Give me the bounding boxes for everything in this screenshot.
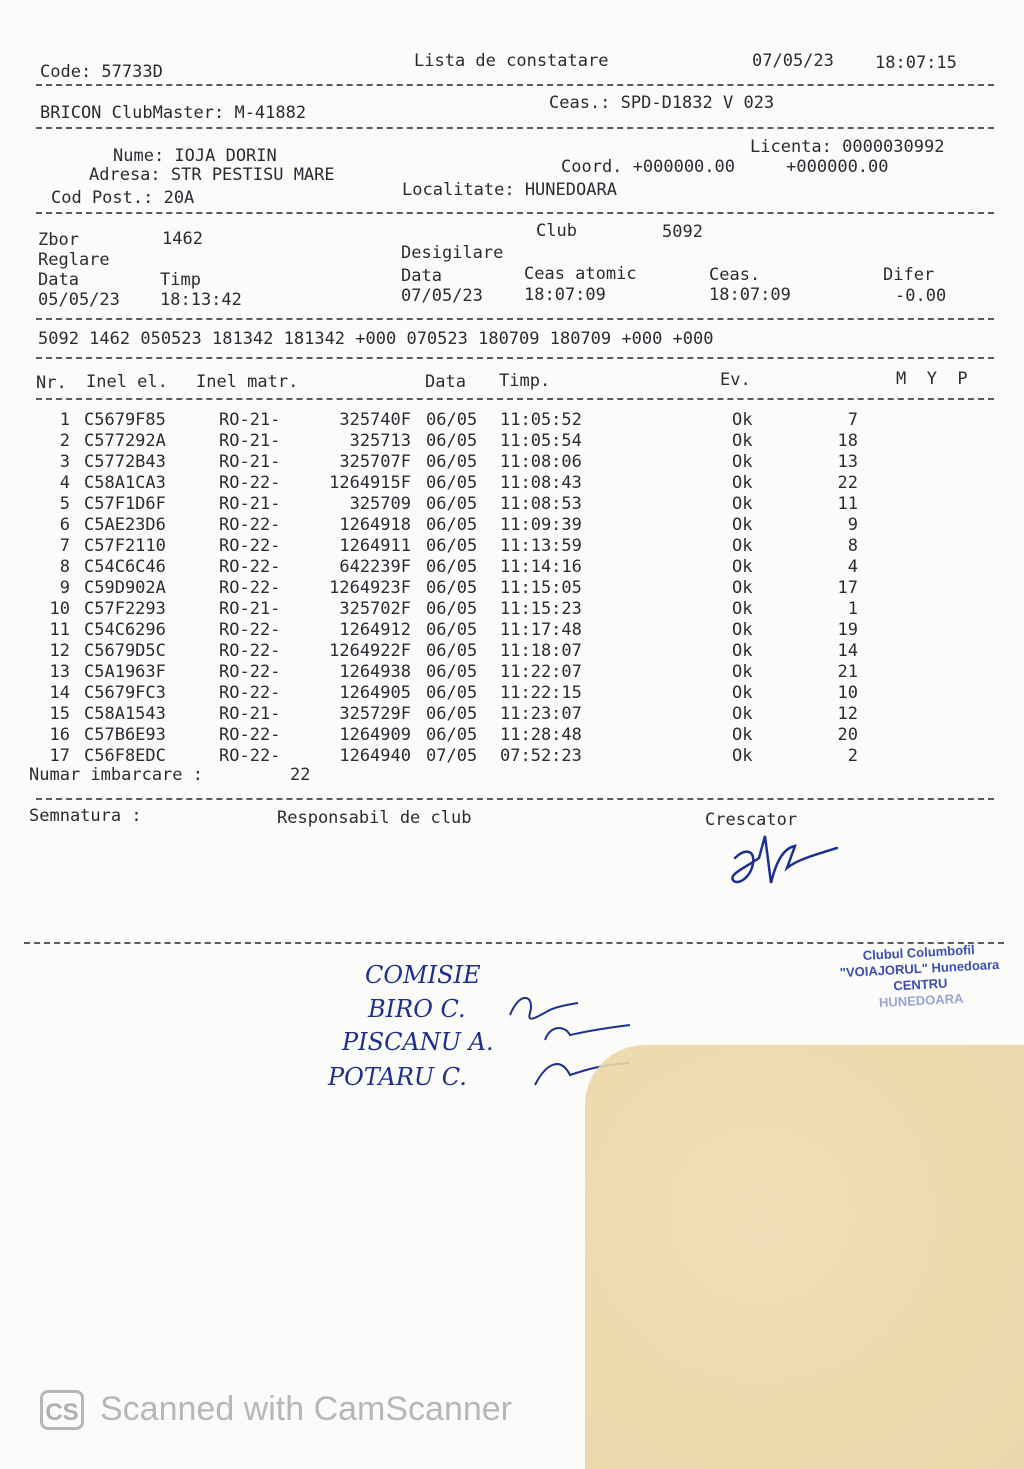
row-event: Ok bbox=[732, 494, 753, 514]
row-time: 11:22:07 bbox=[500, 662, 582, 682]
row-number: 5 bbox=[59, 494, 70, 514]
row-time: 11:13:59 bbox=[500, 536, 582, 556]
coordinates: Coord. +000000.00 +000000.00 bbox=[561, 157, 889, 177]
row-date: 06/05 bbox=[426, 473, 478, 493]
setting-date: 05/05/23 bbox=[38, 290, 120, 310]
row-ring-prefix: RO-21- bbox=[219, 431, 281, 451]
row-value: 13 bbox=[837, 452, 858, 472]
stamp-line: Clubul Columbofil bbox=[862, 942, 975, 963]
row-event: Ok bbox=[732, 662, 753, 682]
row-ring-electronic: C57F2110 bbox=[84, 536, 166, 556]
col-date: Data bbox=[425, 372, 466, 392]
setting-time: 18:13:42 bbox=[160, 290, 242, 310]
row-event: Ok bbox=[732, 410, 753, 430]
row-ring-number: 1264923F bbox=[329, 578, 411, 598]
row-ring-number: 1264905 bbox=[339, 683, 411, 703]
col-nr: Nr. bbox=[36, 373, 67, 393]
row-ring-electronic: C5679F85 bbox=[84, 410, 166, 430]
row-ring-prefix: RO-21- bbox=[219, 599, 281, 619]
code-label: Code: 57733D bbox=[40, 62, 163, 82]
row-ring-electronic: C577292A bbox=[84, 431, 166, 451]
row-ring-electronic: C5679D5C bbox=[84, 641, 166, 661]
row-date: 06/05 bbox=[426, 704, 478, 724]
row-number: 13 bbox=[49, 662, 70, 682]
license: Licenta: 0000030992 bbox=[750, 137, 945, 157]
row-number: 14 bbox=[49, 683, 70, 703]
row-ring-number: 325740F bbox=[339, 410, 411, 430]
row-ring-number: 1264909 bbox=[339, 725, 411, 745]
row-time: 11:15:05 bbox=[500, 578, 582, 598]
row-value: 21 bbox=[837, 662, 858, 682]
row-value: 18 bbox=[837, 431, 858, 451]
club-master: BRICON ClubMaster: M-41882 bbox=[40, 103, 307, 123]
club-label: Club bbox=[536, 221, 577, 241]
row-ring-number: 1264922F bbox=[329, 641, 411, 661]
row-ring-electronic: C5679FC3 bbox=[84, 683, 166, 703]
col-ring-number: Inel matr. bbox=[196, 372, 299, 392]
col-myp: M Y P bbox=[896, 369, 968, 389]
row-number: 1 bbox=[59, 410, 70, 430]
row-date: 06/05 bbox=[426, 452, 478, 472]
row-ring-prefix: RO-22- bbox=[219, 557, 281, 577]
row-number: 4 bbox=[59, 473, 70, 493]
locality: Localitate: HUNEDOARA bbox=[402, 180, 617, 200]
unsealing-date: 07/05/23 bbox=[401, 286, 483, 306]
row-time: 11:08:43 bbox=[500, 473, 582, 493]
stamp-line: CENTRU bbox=[892, 975, 948, 994]
row-date: 06/05 bbox=[426, 557, 478, 577]
divider bbox=[36, 84, 994, 86]
row-ring-prefix: RO-22- bbox=[219, 536, 281, 556]
clock-label: Ceas. bbox=[709, 265, 761, 285]
row-number: 11 bbox=[49, 620, 70, 640]
col-time: Timp. bbox=[499, 371, 551, 391]
row-time: 11:23:07 bbox=[500, 704, 582, 724]
row-event: Ok bbox=[732, 536, 753, 556]
row-value: 1 bbox=[847, 599, 858, 619]
atomic-clock-time: 18:07:09 bbox=[524, 285, 606, 305]
row-event: Ok bbox=[732, 599, 753, 619]
row-ring-prefix: RO-21- bbox=[219, 410, 281, 430]
setting-label: Reglare bbox=[38, 250, 110, 270]
row-value: 7 bbox=[847, 410, 858, 430]
divider bbox=[36, 318, 994, 320]
row-ring-prefix: RO-22- bbox=[219, 473, 281, 493]
row-value: 4 bbox=[847, 557, 858, 577]
boarding-count: 22 bbox=[290, 765, 311, 785]
divider bbox=[24, 942, 1004, 944]
row-ring-electronic: C59D902A bbox=[84, 578, 166, 598]
row-value: 2 bbox=[847, 746, 858, 766]
row-ring-prefix: RO-21- bbox=[219, 494, 281, 514]
stamp-line: HUNEDOARA bbox=[878, 990, 964, 1011]
row-ring-prefix: RO-21- bbox=[219, 452, 281, 472]
row-time: 11:28:48 bbox=[500, 725, 582, 745]
row-date: 06/05 bbox=[426, 494, 478, 514]
header-time: 18:07:15 bbox=[875, 53, 957, 73]
row-ring-electronic: C5AE23D6 bbox=[84, 515, 166, 535]
clock-time: 18:07:09 bbox=[709, 285, 791, 305]
row-ring-number: 1264915F bbox=[329, 473, 411, 493]
row-value: 8 bbox=[847, 536, 858, 556]
commission-heading: COMISIE bbox=[365, 961, 481, 989]
document-title: Lista de constatare bbox=[414, 51, 609, 71]
flight-number: 1462 bbox=[162, 229, 203, 249]
row-event: Ok bbox=[732, 683, 753, 703]
row-ring-prefix: RO-22- bbox=[219, 662, 281, 682]
row-ring-prefix: RO-22- bbox=[219, 515, 281, 535]
row-time: 11:09:39 bbox=[500, 515, 582, 535]
row-ring-electronic: C58A1CA3 bbox=[84, 473, 166, 493]
flight-label: Zbor bbox=[38, 230, 79, 250]
row-value: 20 bbox=[837, 725, 858, 745]
row-date: 06/05 bbox=[426, 578, 478, 598]
row-event: Ok bbox=[732, 746, 753, 766]
club-number: 5092 bbox=[662, 222, 703, 242]
row-event: Ok bbox=[732, 431, 753, 451]
difference-value: -0.00 bbox=[895, 286, 947, 306]
row-event: Ok bbox=[732, 641, 753, 661]
row-event: Ok bbox=[732, 578, 753, 598]
row-number: 3 bbox=[59, 452, 70, 472]
row-event: Ok bbox=[732, 620, 753, 640]
col-event: Ev. bbox=[720, 370, 751, 390]
row-time: 11:05:52 bbox=[500, 410, 582, 430]
setting-date-label: Data bbox=[38, 270, 79, 290]
divider bbox=[36, 212, 994, 214]
row-date: 06/05 bbox=[426, 683, 478, 703]
row-ring-prefix: RO-22- bbox=[219, 578, 281, 598]
row-number: 7 bbox=[59, 536, 70, 556]
row-date: 06/05 bbox=[426, 662, 478, 682]
row-ring-electronic: C54C6C46 bbox=[84, 557, 166, 577]
row-time: 11:18:07 bbox=[500, 641, 582, 661]
row-number: 17 bbox=[49, 746, 70, 766]
stamp-line: "VOIAJORUL" Hunedoara bbox=[839, 956, 1000, 981]
row-ring-number: 642239F bbox=[339, 557, 411, 577]
row-time: 11:22:15 bbox=[500, 683, 582, 703]
row-ring-number: 1264938 bbox=[339, 662, 411, 682]
row-ring-prefix: RO-22- bbox=[219, 725, 281, 745]
row-time: 11:15:23 bbox=[500, 599, 582, 619]
commission-member: BIRO C. bbox=[368, 995, 466, 1023]
header-date: 07/05/23 bbox=[752, 51, 834, 71]
row-ring-number: 325702F bbox=[339, 599, 411, 619]
row-number: 8 bbox=[59, 557, 70, 577]
row-date: 07/05 bbox=[426, 746, 478, 766]
row-ring-prefix: RO-22- bbox=[219, 746, 281, 766]
row-date: 06/05 bbox=[426, 536, 478, 556]
row-value: 22 bbox=[837, 473, 858, 493]
row-time: 11:05:54 bbox=[500, 431, 582, 451]
club-responsible-label: Responsabil de club bbox=[277, 808, 472, 828]
row-ring-prefix: RO-22- bbox=[219, 683, 281, 703]
owner-address: Adresa: STR PESTISU MARE bbox=[89, 165, 335, 185]
row-number: 2 bbox=[59, 431, 70, 451]
owner-name: Nume: IOJA DORIN bbox=[113, 146, 277, 166]
row-time: 11:14:16 bbox=[500, 557, 582, 577]
divider bbox=[36, 127, 994, 129]
club-stamp bbox=[818, 940, 1021, 1014]
row-ring-electronic: C57F1D6F bbox=[84, 494, 166, 514]
row-ring-number: 325713 bbox=[349, 431, 411, 451]
row-ring-number: 1264911 bbox=[339, 536, 411, 556]
row-date: 06/05 bbox=[426, 725, 478, 745]
row-date: 06/05 bbox=[426, 431, 478, 451]
row-time: 11:08:06 bbox=[500, 452, 582, 472]
paper-stain bbox=[585, 1045, 1024, 1469]
row-event: Ok bbox=[732, 557, 753, 577]
commission-member: PISCANU A. bbox=[342, 1028, 494, 1056]
row-ring-number: 1264940 bbox=[339, 746, 411, 766]
row-event: Ok bbox=[732, 473, 753, 493]
difference-label: Difer bbox=[883, 265, 935, 285]
row-event: Ok bbox=[732, 704, 753, 724]
row-ring-prefix: RO-22- bbox=[219, 620, 281, 640]
row-event: Ok bbox=[732, 725, 753, 745]
signature-label: Semnatura : bbox=[29, 806, 142, 826]
row-date: 06/05 bbox=[426, 515, 478, 535]
row-date: 06/05 bbox=[426, 620, 478, 640]
divider bbox=[36, 357, 994, 359]
row-value: 14 bbox=[837, 641, 858, 661]
camscanner-logo: CS bbox=[40, 1390, 84, 1430]
unsealing-date-label: Data bbox=[401, 266, 442, 286]
divider bbox=[36, 398, 994, 400]
row-ring-number: 325707F bbox=[339, 452, 411, 472]
row-ring-number: 1264912 bbox=[339, 620, 411, 640]
breeder-signature bbox=[725, 828, 850, 893]
row-number: 15 bbox=[49, 704, 70, 724]
row-event: Ok bbox=[732, 452, 753, 472]
row-number: 12 bbox=[49, 641, 70, 661]
col-ring-electronic: Inel el. bbox=[86, 372, 168, 392]
camscanner-watermark: Scanned with CamScanner bbox=[100, 1390, 513, 1428]
row-event: Ok bbox=[732, 515, 753, 535]
row-date: 06/05 bbox=[426, 410, 478, 430]
commission-member: POTARU C. bbox=[328, 1063, 467, 1091]
row-number: 10 bbox=[49, 599, 70, 619]
row-time: 11:17:48 bbox=[500, 620, 582, 640]
row-value: 12 bbox=[837, 704, 858, 724]
row-ring-electronic: C57B6E93 bbox=[84, 725, 166, 745]
row-value: 10 bbox=[837, 683, 858, 703]
row-value: 9 bbox=[847, 515, 858, 535]
divider bbox=[36, 798, 994, 800]
row-time: 11:08:53 bbox=[500, 494, 582, 514]
row-ring-prefix: RO-22- bbox=[219, 641, 281, 661]
breeder-label: Crescator bbox=[705, 810, 798, 830]
row-value: 17 bbox=[837, 578, 858, 598]
unsealing-label: Desigilare bbox=[401, 243, 504, 263]
row-ring-number: 1264918 bbox=[339, 515, 411, 535]
row-number: 6 bbox=[59, 515, 70, 535]
row-ring-electronic: C5772B43 bbox=[84, 452, 166, 472]
row-ring-electronic: C5A1963F bbox=[84, 662, 166, 682]
row-ring-number: 325729F bbox=[339, 704, 411, 724]
row-ring-electronic: C54C6296 bbox=[84, 620, 166, 640]
row-number: 9 bbox=[59, 578, 70, 598]
row-value: 19 bbox=[837, 620, 858, 640]
boarding-count-label: Numar imbarcare : bbox=[29, 765, 203, 785]
row-ring-electronic: C58A1543 bbox=[84, 704, 166, 724]
row-ring-number: 325709 bbox=[349, 494, 411, 514]
postal-code: Cod Post.: 20A bbox=[51, 188, 195, 208]
row-date: 06/05 bbox=[426, 599, 478, 619]
summary-line: 5092 1462 050523 181342 181342 +000 070523 180709 180709 +000 +000 bbox=[38, 329, 714, 349]
row-number: 16 bbox=[49, 725, 70, 745]
atomic-clock-label: Ceas atomic bbox=[524, 264, 637, 284]
row-value: 11 bbox=[837, 494, 858, 514]
clock-id: Ceas.: SPD-D1832 V 023 bbox=[549, 93, 775, 113]
row-ring-prefix: RO-21- bbox=[219, 704, 281, 724]
row-date: 06/05 bbox=[426, 641, 478, 661]
row-ring-electronic: C57F2293 bbox=[84, 599, 166, 619]
row-time: 07:52:23 bbox=[500, 746, 582, 766]
setting-time-label: Timp bbox=[160, 270, 201, 290]
row-ring-electronic: C56F8EDC bbox=[84, 746, 166, 766]
